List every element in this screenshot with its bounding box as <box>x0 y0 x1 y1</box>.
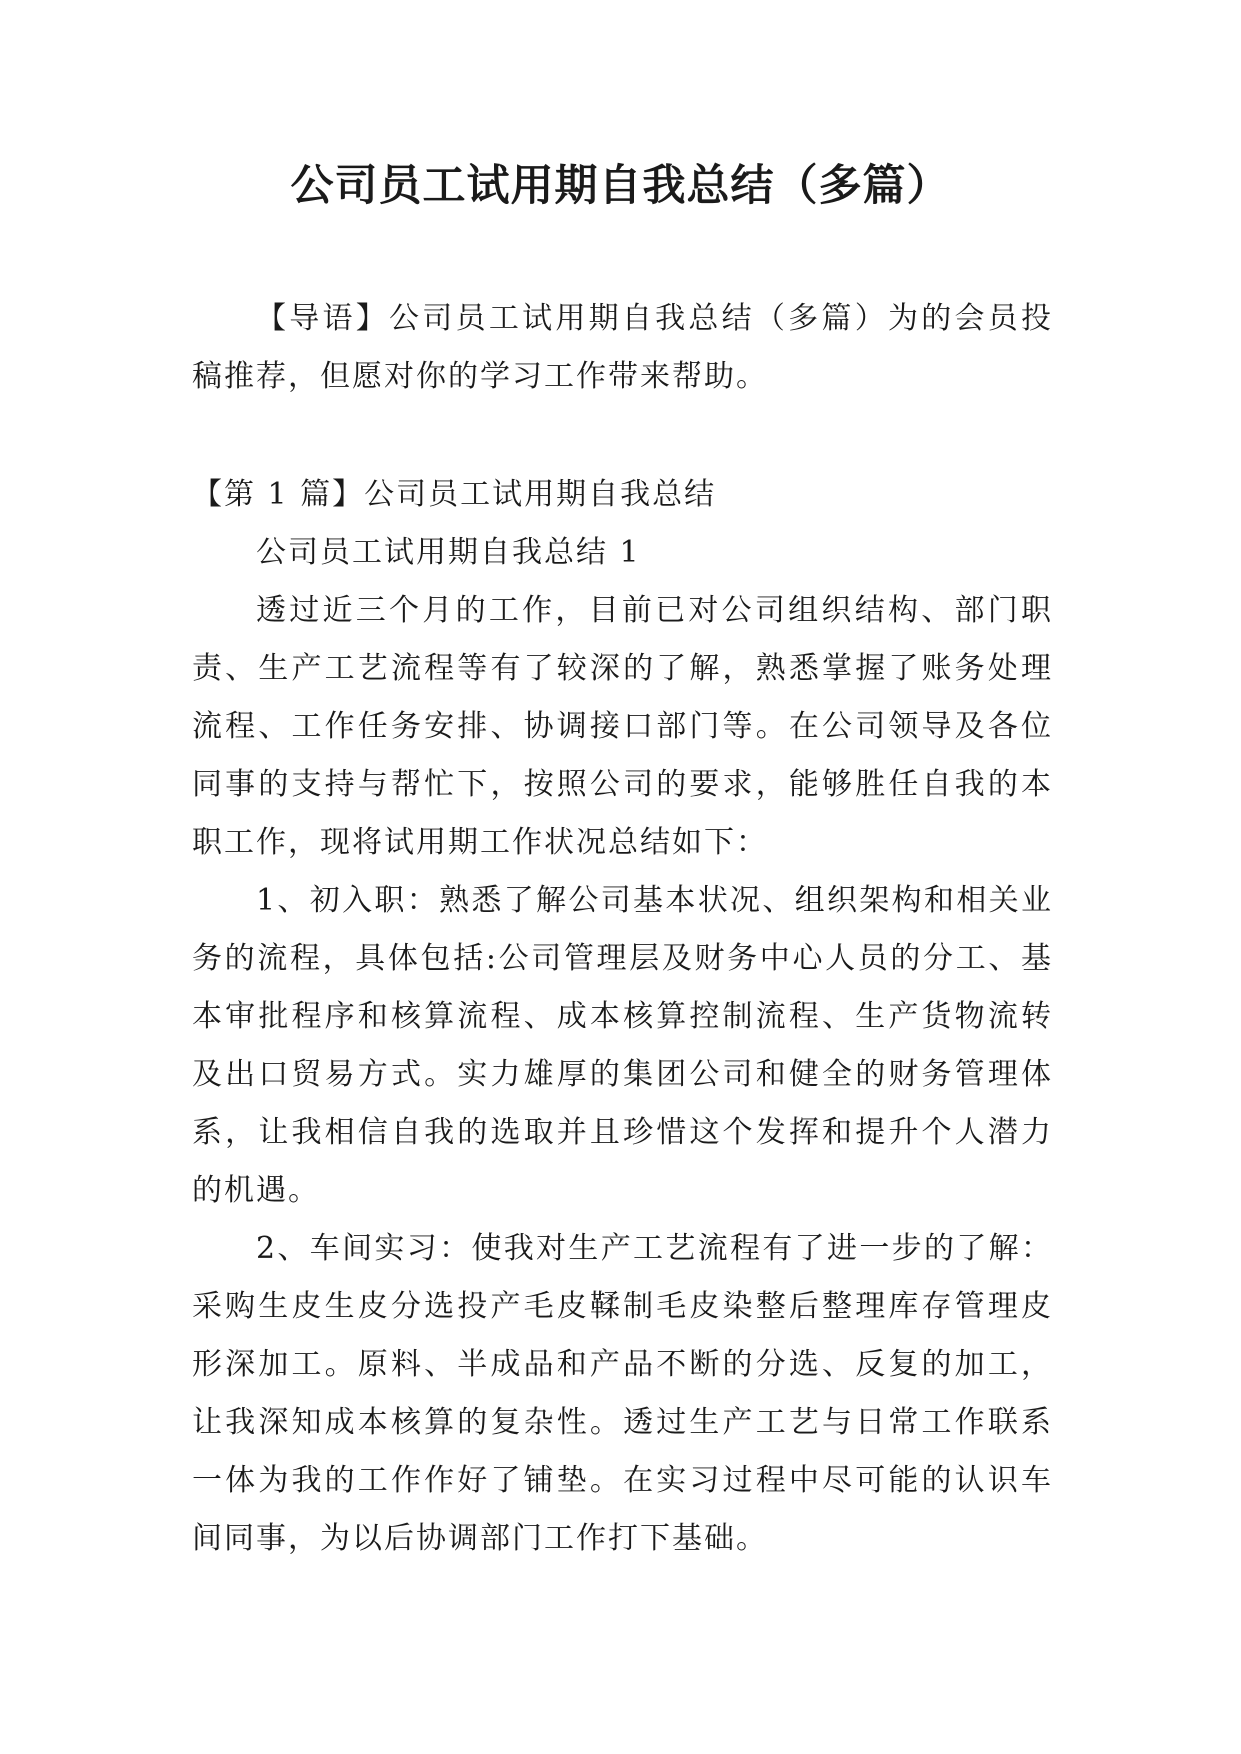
body-paragraph: 2、车间实习：使我对生产工艺流程有了进一步的了解：采购生皮生皮分选投产毛皮鞣制毛皮染整后整理库存管理皮形深加工。原料、半成品和产品不断的分选、反复的加工，让我深知成本核算的复杂性。透过生产工艺与日常工作联系一体为我的工作作好了铺垫。在实习过程中尽可能的认识车间同事，为以后协调部门工作打下基础。 <box>192 1231 1053 1556</box>
intro-paragraph: 【导语】公司员工试用期自我总结（多篇）为的会员投稿推荐，但愿对你的学习工作带来帮助。 <box>192 301 1053 394</box>
document-title: 公司员工试用期自我总结（多篇） <box>290 161 951 211</box>
section-subtitle: 公司员工试用期自我总结 1 <box>256 535 641 570</box>
body-paragraph: 1、初入职：熟悉了解公司基本状况、组织架构和相关业务的流程，具体包括:公司管理层及财务中心人员的分工、基本审批程序和核算流程、成本核算控制流程、生产货物流转及出口贸易方式。实力雄厚的集团公司和健全的财务管理体系，让我相信自我的选取并且珍惜这个发挥和提升个人潜力的机遇。 <box>192 883 1053 1208</box>
section-heading: 【第 1 篇】公司员工试用期自我总结 <box>192 477 717 512</box>
body-paragraph: 透过近三个月的工作，目前已对公司组织结构、部门职责、生产工艺流程等有了较深的了解，熟悉掌握了账务处理流程、工作任务安排、协调接口部门等。在公司领导及各位同事的支持与帮忙下，按照公司的要求，能够胜任自我的本职工作，现将试用期工作状况总结如下： <box>192 593 1053 860</box>
